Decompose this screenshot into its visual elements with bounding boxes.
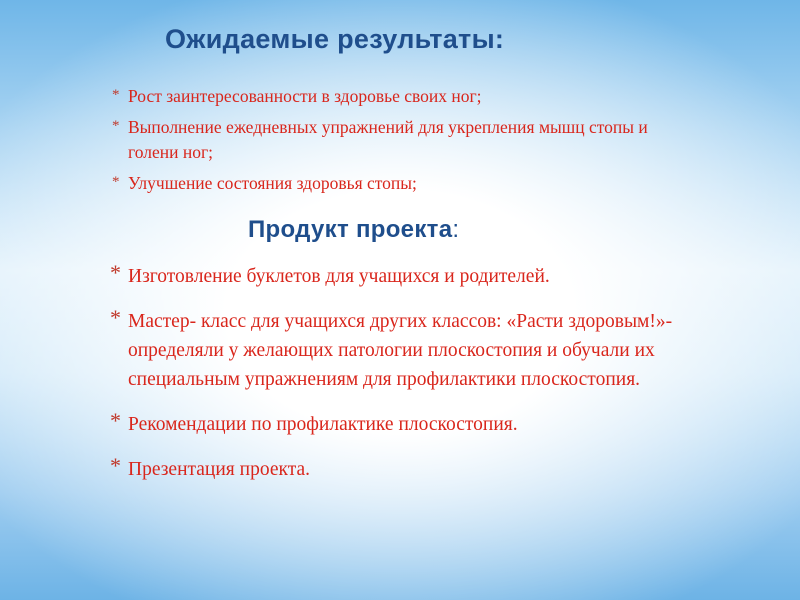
list-item-text: Выполнение ежедневных упражнений для укрепления мышц стопы и голени ног;: [128, 117, 648, 162]
list-item: [112, 84, 672, 109]
results-title: Ожидаемые результаты:: [165, 24, 505, 54]
bullet-asterisk-icon: *: [110, 408, 121, 433]
list-item-text: Мастер- класс для учащихся других классов: «Расти здоровым!»- определяли у желающих патологии плоскостопия и обучали их специальным упражнениям для профилактики плоскостопия.: [128, 311, 673, 390]
list-item-text: Рекомендации по профилактике плоскостопия.: [128, 414, 518, 435]
list-item: [110, 307, 690, 394]
list-item: [112, 115, 672, 165]
bullet-asterisk-icon: *: [112, 174, 120, 190]
bullet-asterisk-icon: *: [110, 453, 121, 478]
bullet-asterisk-icon: *: [112, 118, 120, 134]
product-title-colon: :: [452, 216, 460, 243]
list-item-text: Презентация проекта.: [128, 459, 310, 480]
list-item: [110, 262, 690, 291]
list-item-text: Изготовление буклетов для учащихся и родителей.: [128, 266, 550, 287]
product-title-text: Продукт проекта: [248, 216, 453, 243]
list-item-text: Рост заинтересованности в здоровье своих ног;: [128, 86, 482, 106]
bullet-asterisk-icon: *: [110, 260, 121, 285]
bullet-asterisk-icon: *: [112, 87, 120, 103]
product-list: [110, 262, 690, 500]
bullet-asterisk-icon: *: [110, 305, 121, 330]
list-item: [112, 171, 672, 196]
results-list: [112, 84, 672, 202]
list-item: [110, 410, 690, 439]
list-item: [110, 455, 690, 484]
list-item-text: Улучшение состояния здоровья стопы;: [128, 173, 417, 193]
product-title: [248, 216, 459, 244]
